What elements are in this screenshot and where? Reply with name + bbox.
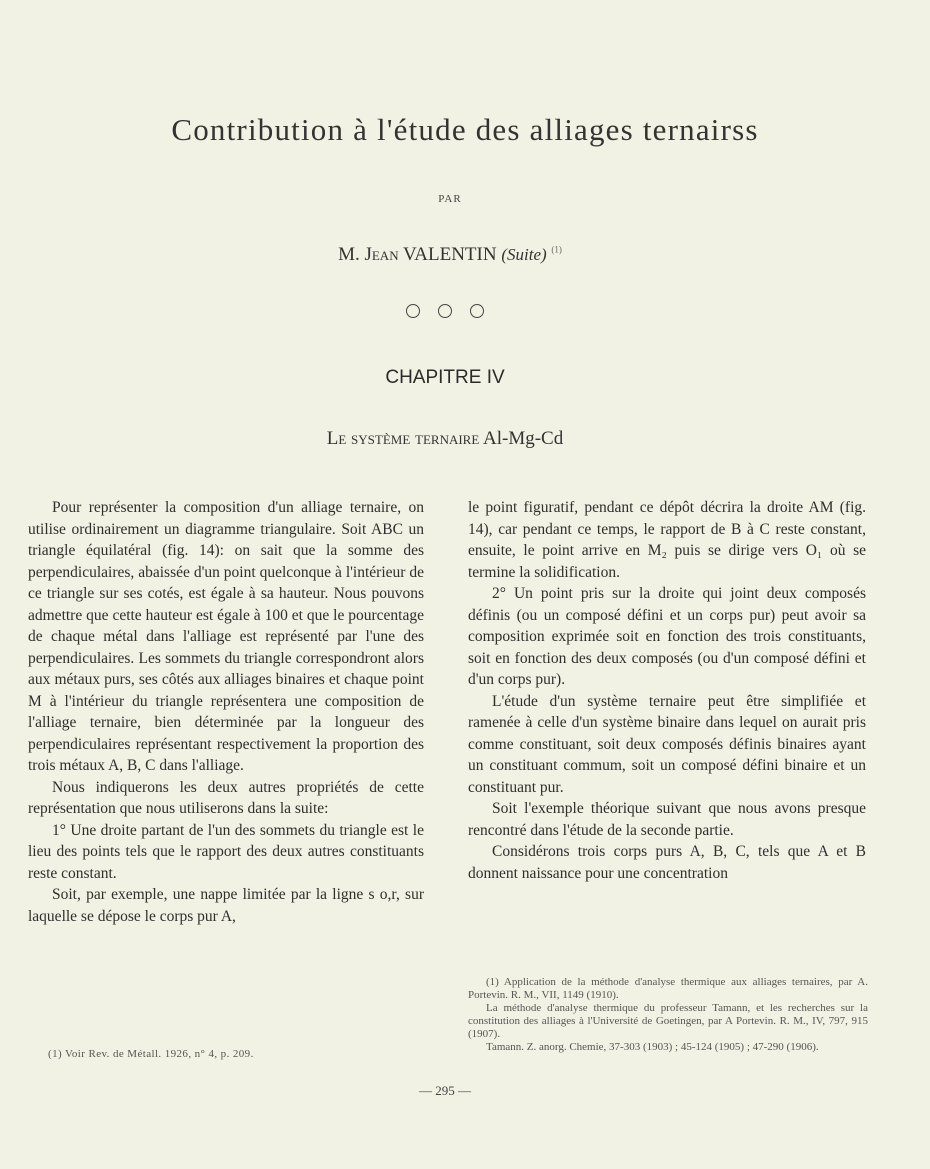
paragraph: Soit, par exemple, une nappe limitée par la ligne s o,r, sur laquelle se dépose le corps pur A, bbox=[28, 886, 424, 925]
left-column bbox=[28, 497, 424, 927]
footnote-left: (1) Voir Rev. de Métall. 1926, n° 4, p. 209. bbox=[48, 1048, 254, 1060]
by-label: PAR bbox=[438, 193, 462, 205]
author-footnote-mark: (1) bbox=[551, 244, 562, 255]
paragraph: Soit l'exemple théorique suivant que nous avons presque rencontré dans l'étude de la seconde partie. bbox=[468, 800, 866, 839]
paragraph: le point figuratif, pendant ce dépôt décrira la droite AM (fig. 14), car pendant ce temps, le rapport de B à C reste constant, ensuite, le point arrive en M₂ puis se dirige vers O₁ où se termine la solidification. bbox=[468, 499, 866, 581]
footnote-right bbox=[468, 976, 868, 1054]
paragraph: Considérons trois corps purs A, B, C, tels que A et B donnent naissance pour une concentration bbox=[468, 843, 866, 882]
section-label: Le système ternaire bbox=[326, 428, 480, 449]
section-ornament bbox=[0, 304, 890, 318]
ornament-circle-icon bbox=[438, 304, 452, 318]
paragraph: Nous indiquerons les deux autres propriétés de cette représentation que nous utiliserons dans la suite: bbox=[28, 778, 424, 817]
footnote-paragraph: (1) Application de la méthode d'analyse thermique aux alliages ternaires, par A. Portevin. R. M., VII, 1149 (1910). bbox=[468, 976, 868, 1001]
right-column bbox=[468, 497, 866, 884]
article-title: Contribution à l'étude des alliages ternairss bbox=[171, 112, 759, 147]
page-number: — 295 — bbox=[419, 1083, 471, 1098]
chapter-heading: CHAPITRE IV bbox=[385, 367, 505, 388]
paragraph: L'étude d'un système ternaire peut être simplifiée et ramenée à celle d'un système binaire dans lequel on aurait pris comme constituant, soit deux composés définis binaires ayant un constituant commum, soit un composé défini binaire et un constituant pur. bbox=[468, 692, 866, 796]
footnote-paragraph: La méthode d'analyse thermique du professeur Tamann, et les recherches sur la constitution des alliages à l'Université de Goetingen, par A Portevin. R. M., IV, 797, 915 (1907). bbox=[468, 1002, 868, 1040]
ornament-circle-icon bbox=[470, 304, 484, 318]
author-last-name: VALENTIN bbox=[398, 244, 502, 265]
paragraph: Pour représenter la composition d'un alliage ternaire, on utilise ordinairement un diagramme triangulaire. Soit ABC un triangle équilatéral (fig. 14): on sait que la somme des perpendiculaires, abaissée d'un point quelconque à l'intérieur de ce triangle sur ses cotés, est égale à sa hauteur. Nous pouvons admettre que cette hauteur est égale à 100 et que le pourcentage de chaque métal dans l'alliage est représenté par l'une des perpendiculaires. Les sommets du triangle correspondront alors aux métaux purs, ses côtés aux alliages binaires et chaque point M à l'intérieur du triangle représentera une composition de l'alliage ternaire, bien déterminée par la longueur des perpendiculaires représentant respectivement la proportion des trois métaux A, B, C dans l'alliage. bbox=[28, 499, 424, 774]
author-prefix: M. bbox=[338, 244, 365, 265]
author-suite: (Suite) bbox=[501, 245, 547, 264]
author-first-name: Jean bbox=[364, 244, 399, 265]
paragraph: 1° Une droite partant de l'un des sommets du triangle est le lieu des points tels que le rapport des deux autres constituants reste constant. bbox=[28, 821, 424, 882]
footnote-paragraph: Tamann. Z. anorg. Chemie, 37-303 (1903) ; 45-124 (1905) ; 47-290 (1906). bbox=[486, 1041, 819, 1053]
paragraph: 2° Un point pris sur la droite qui joint deux composés définis (ou un composé défini et un corps pur) peut avoir sa composition exprimée soit en fonction des trois constituants, soit en fonction des deux composés (ou d'un composé défini et d'un corps pur). bbox=[468, 585, 866, 688]
author-line bbox=[0, 244, 900, 266]
section-system-name: Al-Mg-Cd bbox=[479, 428, 564, 449]
ornament-circle-icon bbox=[406, 304, 420, 318]
section-heading bbox=[0, 428, 890, 450]
